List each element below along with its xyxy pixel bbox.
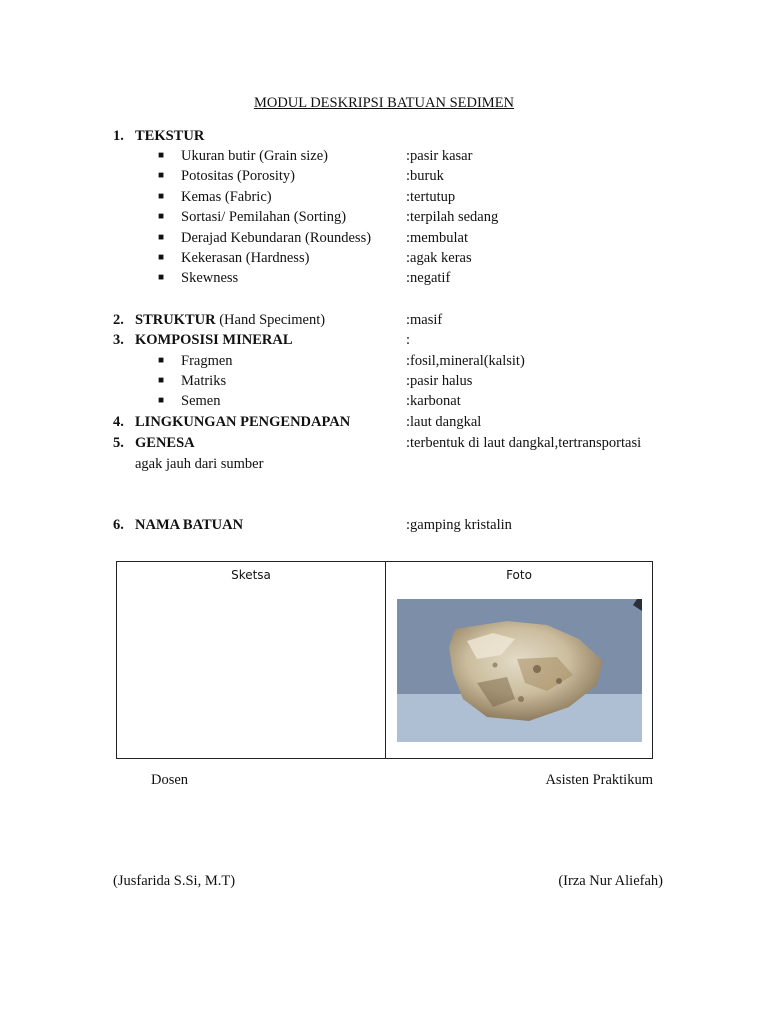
bullet-icon: ■ [158, 272, 165, 283]
item-label: Sortasi/ Pemilahan (Sorting) [181, 209, 347, 225]
sketch-photo-table [116, 561, 653, 759]
section-heading-struktur [135, 310, 325, 330]
bullet-icon: ■ [158, 232, 165, 243]
item-value: :buruk [406, 168, 444, 184]
signature-name-asisten: (Irza Nur Aliefah) [558, 873, 663, 889]
section-heading-komposisi: KOMPOSISI MINERAL [135, 332, 293, 348]
rock-photo [397, 599, 642, 742]
section-number: 2. [113, 312, 124, 328]
section-number: 4. [113, 414, 124, 430]
section-heading-nama-batuan: NAMA BATUAN [135, 517, 244, 533]
section-heading-genesa: GENESA [135, 435, 195, 451]
item-label: Fragmen [181, 353, 233, 369]
bullet-icon: ■ [158, 211, 165, 222]
item-value: :terpilah sedang [406, 209, 499, 225]
section-heading-text: STRUKTUR [135, 312, 216, 328]
item-label: Ukuran butir (Grain size) [181, 148, 328, 164]
section-value: :gamping kristalin [406, 517, 512, 533]
section-heading-lingkungan: LINGKUNGAN PENGENDAPAN [135, 414, 351, 430]
item-value: :membulat [406, 230, 469, 246]
section-number: 5. [113, 435, 124, 451]
section-value: : [406, 332, 411, 348]
section-number: 6. [113, 517, 124, 533]
table-divider [385, 562, 386, 758]
signature-name-dosen: (Jusfarida S.Si, M.T) [113, 873, 236, 889]
signature-role-asisten: Asisten Praktikum [545, 772, 653, 788]
bullet-icon: ■ [158, 170, 165, 181]
item-value: :pasir kasar [406, 148, 473, 164]
signature-role-dosen: Dosen [151, 772, 189, 788]
bullet-icon: ■ [158, 355, 165, 366]
section-number: 3. [113, 332, 124, 348]
item-value: :pasir halus [406, 373, 473, 389]
bullet-icon: ■ [158, 395, 165, 406]
item-label: Potositas (Porosity) [181, 168, 295, 184]
document-title: MODUL DESKRIPSI BATUAN SEDIMEN [253, 95, 515, 111]
item-label: Matriks [181, 373, 227, 389]
item-value: :fosil,mineral(kalsit) [406, 353, 525, 369]
bullet-icon: ■ [158, 150, 165, 161]
item-label: Semen [181, 393, 221, 409]
section-heading-tekstur: TEKSTUR [135, 128, 205, 144]
bullet-icon: ■ [158, 191, 165, 202]
item-value: :negatif [406, 270, 451, 286]
table-header-sketch: Sketsa [231, 568, 271, 582]
bullet-icon: ■ [158, 252, 165, 263]
item-label: Kemas (Fabric) [181, 189, 272, 205]
bullet-icon: ■ [158, 375, 165, 386]
section-value: :laut dangkal [406, 414, 482, 430]
item-value: :agak keras [406, 250, 472, 266]
section-value: :terbentuk di laut dangkal,tertransportasi [406, 435, 642, 451]
section-number: 1. [113, 128, 124, 144]
section-heading-suffix: (Hand Speciment) [215, 312, 326, 328]
table-header-photo: Foto [506, 568, 532, 582]
section-value-continuation: agak jauh dari sumber [135, 456, 264, 472]
item-value: :tertutup [406, 189, 456, 205]
item-label: Skewness [181, 270, 239, 286]
section-value: :masif [406, 312, 443, 328]
item-value: :karbonat [406, 393, 461, 409]
item-label: Kekerasan (Hardness) [181, 250, 310, 266]
item-label: Derajad Kebundaran (Roundess) [181, 230, 372, 246]
